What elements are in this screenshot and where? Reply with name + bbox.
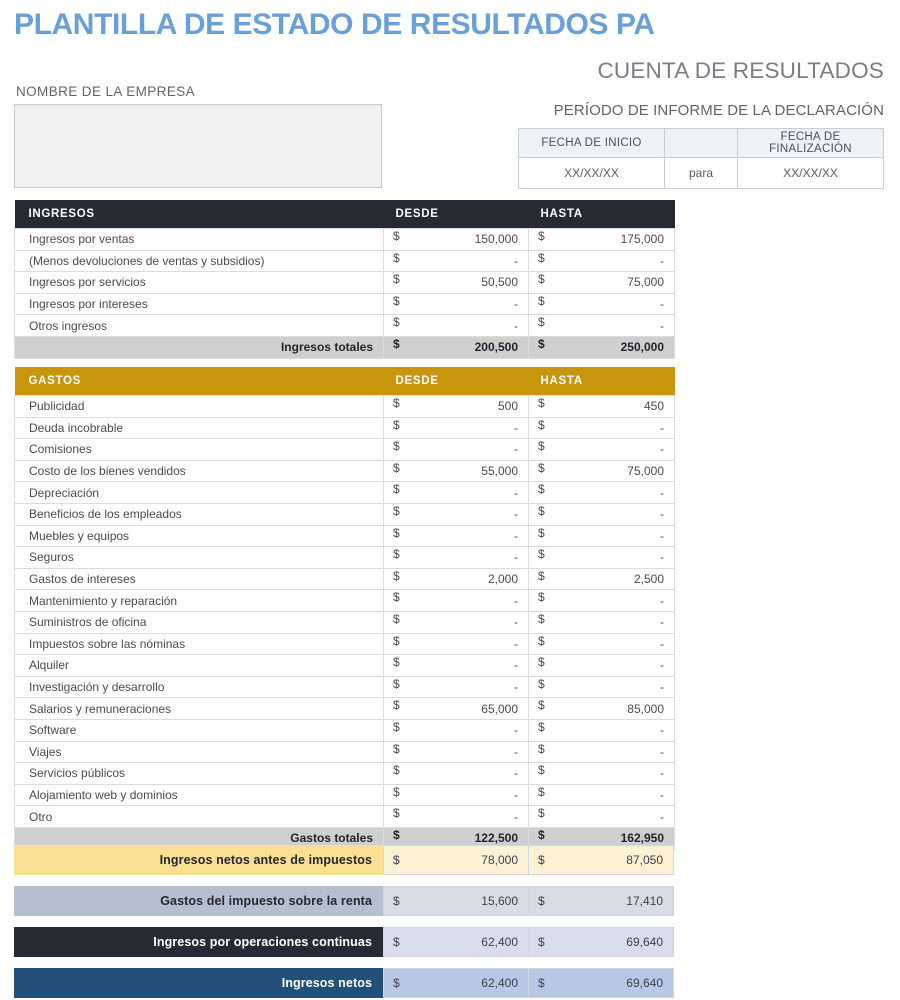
expense-to-value[interactable] bbox=[529, 655, 675, 677]
expense-to-value[interactable] bbox=[529, 482, 675, 504]
revenue-table bbox=[14, 200, 675, 359]
amount-text: 150,000 bbox=[474, 232, 518, 247]
amount-text: 200,500 bbox=[474, 340, 518, 355]
revenue-total-row bbox=[15, 336, 675, 358]
amount-text: - bbox=[514, 615, 518, 630]
currency-symbol: $ bbox=[393, 935, 400, 949]
currency-symbol: $ bbox=[538, 396, 545, 410]
revenue-total-label: Ingresos totales bbox=[15, 336, 384, 358]
currency-symbol: $ bbox=[393, 590, 400, 605]
currency-symbol: $ bbox=[393, 272, 400, 287]
currency-symbol: $ bbox=[538, 784, 545, 799]
currency-symbol: $ bbox=[538, 655, 545, 670]
currency-symbol: $ bbox=[393, 525, 400, 540]
date-table-value-row bbox=[519, 158, 884, 189]
amount-text: - bbox=[660, 318, 664, 333]
amount-text: 17,410 bbox=[626, 894, 663, 908]
start-date-field[interactable]: XX/XX/XX bbox=[519, 158, 665, 189]
expense-to-value[interactable] bbox=[529, 503, 675, 525]
table-row[interactable] bbox=[15, 611, 675, 633]
table-row[interactable] bbox=[15, 763, 675, 785]
expense-to-value[interactable] bbox=[529, 525, 675, 547]
expense-row-label: Investigación y desarrollo bbox=[15, 676, 384, 698]
expense-row-label: Comisiones bbox=[15, 439, 384, 461]
summary-row-income-from-continuing-operations bbox=[14, 927, 674, 957]
summary-label-net-income: Ingresos netos bbox=[14, 968, 383, 998]
expense-from-value[interactable] bbox=[384, 633, 529, 655]
table-row[interactable] bbox=[15, 503, 675, 525]
expense-to-value[interactable] bbox=[529, 568, 675, 590]
summary-to-value-income-from-continuing-operations[interactable] bbox=[528, 927, 674, 957]
summary-label-income-from-continuing-operations: Ingresos por operaciones continuas bbox=[14, 927, 383, 957]
table-row[interactable] bbox=[15, 676, 675, 698]
expense-to-value[interactable] bbox=[529, 396, 675, 418]
currency-symbol: $ bbox=[393, 853, 400, 867]
summary-from-value-income-tax-expense[interactable] bbox=[383, 886, 528, 916]
expenses-table-body bbox=[15, 396, 675, 850]
expense-row-label: Seguros bbox=[15, 547, 384, 569]
end-date-column-header: FECHA DE FINALIZACIÓN bbox=[738, 129, 884, 158]
summary-to-value-income-tax-expense[interactable] bbox=[528, 886, 674, 916]
revenue-table-body bbox=[15, 229, 675, 359]
expense-from-value[interactable] bbox=[384, 676, 529, 698]
currency-symbol: $ bbox=[393, 439, 400, 454]
expense-from-value[interactable] bbox=[384, 568, 529, 590]
currency-symbol: $ bbox=[393, 250, 400, 265]
table-row[interactable] bbox=[15, 698, 675, 720]
page-title: PLANTILLA DE ESTADO DE RESULTADOS PA bbox=[14, 8, 655, 41]
amount-text: 50,500 bbox=[481, 275, 518, 290]
amount-text: 87,050 bbox=[626, 853, 663, 867]
table-row[interactable] bbox=[15, 250, 675, 272]
amount-text: - bbox=[660, 787, 664, 802]
date-separator-text: para bbox=[665, 158, 738, 189]
amount-text: - bbox=[660, 253, 664, 268]
table-row[interactable] bbox=[15, 229, 675, 251]
summary-from-value-net-income-before-taxes[interactable] bbox=[383, 845, 528, 875]
revenue-from-value[interactable] bbox=[384, 272, 529, 294]
amount-text: - bbox=[514, 636, 518, 651]
expense-from-value[interactable] bbox=[384, 719, 529, 741]
expense-to-value[interactable] bbox=[529, 417, 675, 439]
currency-symbol: $ bbox=[538, 676, 545, 691]
table-row[interactable] bbox=[15, 525, 675, 547]
currency-symbol: $ bbox=[393, 503, 400, 518]
amount-text: - bbox=[514, 507, 518, 522]
amount-text: 78,000 bbox=[481, 853, 518, 867]
revenue-row-label: Ingresos por intereses bbox=[15, 293, 384, 315]
amount-text: - bbox=[660, 297, 664, 312]
revenue-row-label: Ingresos por servicios bbox=[15, 272, 384, 294]
revenue-from-value[interactable] bbox=[384, 315, 529, 337]
expense-row-label: Alojamiento web y dominios bbox=[15, 784, 384, 806]
table-row[interactable] bbox=[15, 741, 675, 763]
date-table-header-row bbox=[519, 129, 884, 158]
revenue-header-row bbox=[15, 200, 675, 229]
expense-from-value[interactable] bbox=[384, 611, 529, 633]
amount-text: - bbox=[514, 253, 518, 268]
currency-symbol: $ bbox=[393, 719, 400, 734]
amount-text: - bbox=[514, 485, 518, 500]
summary-row-income-tax-expense bbox=[14, 886, 674, 916]
revenue-section-header: INGRESOS bbox=[15, 200, 384, 229]
expense-from-value[interactable] bbox=[384, 547, 529, 569]
amount-text: 122,500 bbox=[474, 831, 518, 846]
revenue-total-from-value[interactable] bbox=[384, 336, 529, 358]
amount-text: 250,000 bbox=[620, 340, 664, 355]
amount-text: 69,640 bbox=[626, 935, 663, 949]
expense-from-value[interactable] bbox=[384, 525, 529, 547]
amount-text: - bbox=[660, 615, 664, 630]
table-row[interactable] bbox=[15, 655, 675, 677]
table-row[interactable] bbox=[15, 460, 675, 482]
currency-symbol: $ bbox=[538, 417, 545, 432]
currency-symbol: $ bbox=[538, 503, 545, 518]
amount-text: - bbox=[514, 744, 518, 759]
amount-text: - bbox=[660, 485, 664, 500]
amount-text: 55,000 bbox=[481, 464, 518, 479]
expense-to-value[interactable] bbox=[529, 439, 675, 461]
summary-row-net-income bbox=[14, 968, 674, 998]
expense-row-label: Beneficios de los empleados bbox=[15, 503, 384, 525]
amount-text: - bbox=[660, 723, 664, 738]
expense-row-label: Software bbox=[15, 719, 384, 741]
amount-text: 65,000 bbox=[481, 701, 518, 716]
table-row[interactable] bbox=[15, 439, 675, 461]
currency-symbol: $ bbox=[538, 250, 545, 265]
currency-symbol: $ bbox=[538, 525, 545, 540]
amount-text: - bbox=[514, 318, 518, 333]
table-row[interactable] bbox=[15, 272, 675, 294]
currency-symbol: $ bbox=[393, 894, 400, 908]
currency-symbol: $ bbox=[393, 229, 400, 243]
currency-symbol: $ bbox=[393, 633, 400, 648]
summary-to-value-net-income[interactable] bbox=[528, 968, 674, 998]
expense-to-value[interactable] bbox=[529, 763, 675, 785]
currency-symbol: $ bbox=[538, 293, 545, 308]
currency-symbol: $ bbox=[538, 806, 545, 821]
expense-row-label: Servicios públicos bbox=[15, 763, 384, 785]
revenue-from-column-header: DESDE bbox=[384, 200, 529, 229]
expense-from-value[interactable] bbox=[384, 806, 529, 828]
currency-symbol: $ bbox=[393, 293, 400, 308]
expense-from-value[interactable] bbox=[384, 439, 529, 461]
expense-from-value[interactable] bbox=[384, 763, 529, 785]
expense-to-value[interactable] bbox=[529, 547, 675, 569]
amount-text: - bbox=[514, 593, 518, 608]
amount-text: - bbox=[514, 766, 518, 781]
currency-symbol: $ bbox=[393, 976, 400, 990]
table-row[interactable] bbox=[15, 417, 675, 439]
currency-symbol: $ bbox=[393, 336, 400, 351]
table-row[interactable] bbox=[15, 568, 675, 590]
amount-text: - bbox=[660, 420, 664, 435]
amount-text: 75,000 bbox=[627, 464, 664, 479]
expense-to-value[interactable] bbox=[529, 806, 675, 828]
amount-text: 162,950 bbox=[620, 831, 664, 846]
currency-symbol: $ bbox=[393, 611, 400, 626]
table-row[interactable] bbox=[15, 784, 675, 806]
amount-text: - bbox=[514, 723, 518, 738]
table-row[interactable] bbox=[15, 315, 675, 337]
currency-symbol: $ bbox=[393, 806, 400, 821]
currency-symbol: $ bbox=[538, 698, 545, 713]
revenue-row-label: (Menos devoluciones de ventas y subsidios) bbox=[15, 250, 384, 272]
revenue-from-value[interactable] bbox=[384, 229, 529, 251]
company-name-label: NOMBRE DE LA EMPRESA bbox=[16, 84, 196, 99]
summary-from-value-net-income[interactable] bbox=[383, 968, 528, 998]
summary-label-income-tax-expense: Gastos del impuesto sobre la renta bbox=[14, 886, 383, 916]
amount-text: 175,000 bbox=[620, 232, 664, 247]
currency-symbol: $ bbox=[538, 719, 545, 734]
expense-to-value[interactable] bbox=[529, 741, 675, 763]
expense-from-value[interactable] bbox=[384, 741, 529, 763]
summary-to-value-net-income-before-taxes[interactable] bbox=[528, 845, 674, 875]
amount-text: 85,000 bbox=[627, 701, 664, 716]
expenses-header-row bbox=[15, 367, 675, 396]
currency-symbol: $ bbox=[393, 547, 400, 562]
expense-from-value[interactable] bbox=[384, 417, 529, 439]
currency-symbol: $ bbox=[393, 568, 400, 583]
amount-text: - bbox=[514, 550, 518, 565]
amount-text: - bbox=[660, 442, 664, 457]
currency-symbol: $ bbox=[538, 976, 545, 990]
revenue-to-value[interactable] bbox=[529, 250, 675, 272]
revenue-to-value[interactable] bbox=[529, 315, 675, 337]
expense-total-label: Gastos totales bbox=[15, 827, 384, 849]
expenses-section-header: GASTOS bbox=[15, 367, 384, 396]
expenses-to-column-header: HASTA bbox=[529, 367, 675, 396]
expense-row-label: Depreciación bbox=[15, 482, 384, 504]
amount-text: - bbox=[514, 787, 518, 802]
currency-symbol: $ bbox=[538, 763, 545, 778]
currency-symbol: $ bbox=[538, 272, 545, 287]
currency-symbol: $ bbox=[393, 460, 400, 475]
amount-text: - bbox=[514, 680, 518, 695]
amount-text: - bbox=[514, 658, 518, 673]
amount-text: 62,400 bbox=[481, 935, 518, 949]
expense-row-label: Suministros de oficina bbox=[15, 611, 384, 633]
table-row[interactable] bbox=[15, 293, 675, 315]
table-row[interactable] bbox=[15, 633, 675, 655]
expense-to-value[interactable] bbox=[529, 590, 675, 612]
currency-symbol: $ bbox=[538, 590, 545, 605]
currency-symbol: $ bbox=[393, 315, 400, 330]
amount-text: 500 bbox=[497, 399, 518, 414]
expense-to-value[interactable] bbox=[529, 633, 675, 655]
expense-row-label: Publicidad bbox=[15, 396, 384, 418]
amount-text: - bbox=[514, 528, 518, 543]
amount-text: 2,000 bbox=[487, 572, 518, 587]
expense-to-value[interactable] bbox=[529, 611, 675, 633]
amount-text: - bbox=[660, 528, 664, 543]
expense-row-label: Costo de los bienes vendidos bbox=[15, 460, 384, 482]
summary-row-net-income-before-taxes bbox=[14, 845, 674, 875]
currency-symbol: $ bbox=[393, 396, 400, 410]
expense-row-label: Alquiler bbox=[15, 655, 384, 677]
expense-from-value[interactable] bbox=[384, 503, 529, 525]
revenue-from-value[interactable] bbox=[384, 293, 529, 315]
expense-row-label: Mantenimiento y reparación bbox=[15, 590, 384, 612]
expense-to-value[interactable] bbox=[529, 698, 675, 720]
table-row[interactable] bbox=[15, 806, 675, 828]
currency-symbol: $ bbox=[538, 482, 545, 497]
currency-symbol: $ bbox=[393, 741, 400, 756]
currency-symbol: $ bbox=[393, 676, 400, 691]
revenue-to-value[interactable] bbox=[529, 272, 675, 294]
summary-from-value-income-from-continuing-operations[interactable] bbox=[383, 927, 528, 957]
revenue-to-value[interactable] bbox=[529, 293, 675, 315]
end-date-field[interactable]: XX/XX/XX bbox=[738, 158, 884, 189]
expense-from-value[interactable] bbox=[384, 698, 529, 720]
amount-text: 450 bbox=[643, 399, 664, 414]
revenue-row-label: Ingresos por ventas bbox=[15, 229, 384, 251]
date-separator-header bbox=[665, 129, 738, 158]
amount-text: - bbox=[514, 420, 518, 435]
amount-text: - bbox=[660, 744, 664, 759]
amount-text: - bbox=[660, 766, 664, 781]
currency-symbol: $ bbox=[538, 853, 545, 867]
currency-symbol: $ bbox=[538, 229, 545, 243]
expense-to-value[interactable] bbox=[529, 719, 675, 741]
amount-text: - bbox=[660, 507, 664, 522]
amount-text: - bbox=[514, 297, 518, 312]
start-date-column-header: FECHA DE INICIO bbox=[519, 129, 665, 158]
expense-to-value[interactable] bbox=[529, 784, 675, 806]
table-row[interactable] bbox=[15, 547, 675, 569]
currency-symbol: $ bbox=[538, 894, 545, 908]
expense-to-value[interactable] bbox=[529, 676, 675, 698]
expense-row-label: Otro bbox=[15, 806, 384, 828]
table-row[interactable] bbox=[15, 482, 675, 504]
currency-symbol: $ bbox=[393, 482, 400, 497]
amount-text: - bbox=[660, 658, 664, 673]
expense-to-value[interactable] bbox=[529, 460, 675, 482]
reporting-period-label: PERÍODO DE INFORME DE LA DECLARACIÓN bbox=[553, 102, 884, 119]
currency-symbol: $ bbox=[393, 698, 400, 713]
amount-text: - bbox=[660, 593, 664, 608]
amount-text: - bbox=[660, 550, 664, 565]
currency-symbol: $ bbox=[538, 935, 545, 949]
expense-row-label: Impuestos sobre las nóminas bbox=[15, 633, 384, 655]
revenue-total-to-value[interactable] bbox=[529, 336, 675, 358]
expense-from-value[interactable] bbox=[384, 396, 529, 418]
currency-symbol: $ bbox=[538, 568, 545, 583]
currency-symbol: $ bbox=[393, 655, 400, 670]
statement-title: CUENTA DE RESULTADOS bbox=[597, 58, 884, 83]
expense-row-label: Gastos de intereses bbox=[15, 568, 384, 590]
amount-text: - bbox=[660, 809, 664, 824]
expense-from-value[interactable] bbox=[384, 784, 529, 806]
currency-symbol: $ bbox=[538, 439, 545, 454]
amount-text: - bbox=[660, 680, 664, 695]
currency-symbol: $ bbox=[393, 417, 400, 432]
revenue-row-label: Otros ingresos bbox=[15, 315, 384, 337]
expense-from-value[interactable] bbox=[384, 482, 529, 504]
currency-symbol: $ bbox=[538, 315, 545, 330]
currency-symbol: $ bbox=[538, 633, 545, 648]
table-row[interactable] bbox=[15, 396, 675, 418]
expense-row-label: Deuda incobrable bbox=[15, 417, 384, 439]
table-row[interactable] bbox=[15, 590, 675, 612]
currency-symbol: $ bbox=[538, 547, 545, 562]
table-row[interactable] bbox=[15, 719, 675, 741]
revenue-to-column-header: HASTA bbox=[529, 200, 675, 229]
expenses-from-column-header: DESDE bbox=[384, 367, 529, 396]
amount-text: 69,640 bbox=[626, 976, 663, 990]
currency-symbol: $ bbox=[538, 827, 545, 842]
currency-symbol: $ bbox=[393, 763, 400, 778]
currency-symbol: $ bbox=[538, 336, 545, 351]
currency-symbol: $ bbox=[393, 827, 400, 842]
reporting-period-table bbox=[518, 128, 884, 189]
revenue-from-value[interactable] bbox=[384, 250, 529, 272]
amount-text: 15,600 bbox=[481, 894, 518, 908]
currency-symbol: $ bbox=[538, 741, 545, 756]
amount-text: 62,400 bbox=[481, 976, 518, 990]
amount-text: - bbox=[514, 809, 518, 824]
expense-row-label: Salarios y remuneraciones bbox=[15, 698, 384, 720]
expense-from-value[interactable] bbox=[384, 460, 529, 482]
currency-symbol: $ bbox=[393, 784, 400, 799]
revenue-to-value[interactable] bbox=[529, 229, 675, 251]
company-name-input[interactable] bbox=[14, 104, 382, 188]
amount-text: - bbox=[514, 442, 518, 457]
expense-from-value[interactable] bbox=[384, 590, 529, 612]
amount-text: 2,500 bbox=[633, 572, 664, 587]
expense-row-label: Viajes bbox=[15, 741, 384, 763]
summary-label-net-income-before-taxes: Ingresos netos antes de impuestos bbox=[14, 845, 383, 875]
expense-row-label: Muebles y equipos bbox=[15, 525, 384, 547]
currency-symbol: $ bbox=[538, 460, 545, 475]
expenses-table bbox=[14, 367, 675, 850]
expense-from-value[interactable] bbox=[384, 655, 529, 677]
amount-text: - bbox=[660, 636, 664, 651]
currency-symbol: $ bbox=[538, 611, 545, 626]
amount-text: 75,000 bbox=[627, 275, 664, 290]
